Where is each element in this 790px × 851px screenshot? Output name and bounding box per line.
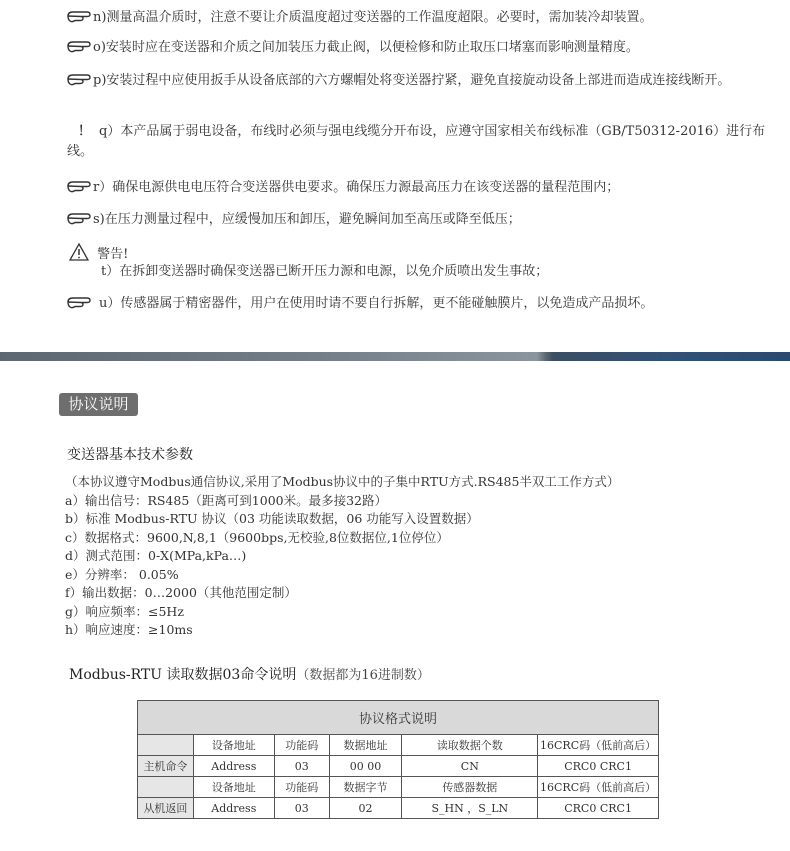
table-cell: 数据字节: [329, 777, 402, 798]
section-badge: 协议说明: [59, 393, 138, 416]
param-line: a）输出信号：RS485（距离可到1000米。最多接32路）: [65, 492, 388, 508]
table-cell: 16CRC码（低前高后）: [538, 735, 659, 756]
note-text: q）本产品属于弱电设备，布线时必须与强电线缆分开布设，应遵守国家相关布线标准（GB/T50312-2016）进行布线。: [67, 124, 766, 159]
note-u: [67, 294, 770, 317]
param-line: b）标准 Modbus-RTU 协议（03 功能读取数据，06 功能写入设置数据）: [65, 511, 479, 526]
table-caption-row: [138, 701, 659, 735]
params-title: 变送器基本技术参数: [67, 447, 193, 463]
section-divider-band: [0, 352, 790, 361]
pointing-hand-icon: [67, 296, 93, 317]
params-list: [65, 473, 619, 640]
note-o: [67, 38, 770, 61]
table-row: [138, 777, 659, 798]
note-text: u）传感器属于精密器件，用户在使用时请不要自行拆解，更不能碰触膜片，以免造成产品损坏。: [99, 296, 654, 311]
table-cell: 02: [329, 798, 402, 819]
table-cell: CRC0 CRC1: [538, 756, 659, 777]
note-s: [67, 210, 770, 233]
table-cell: 读取数据个数: [402, 735, 538, 756]
pointing-hand-icon: [67, 73, 93, 94]
pointing-hand-icon: [67, 180, 93, 201]
param-line: c）数据格式：9600,N,8,1（9600bps,无校验,8位数据位,1位停位）: [65, 529, 449, 545]
command-title-text: Modbus-RTU 读取数据03命令说明: [69, 667, 297, 683]
table-cell: Address: [193, 798, 274, 819]
table-cell: 16CRC码（低前高后）: [538, 777, 659, 798]
table-row: [138, 756, 659, 777]
pointing-hand-icon: [67, 212, 93, 233]
param-line: （本协议遵守Modbus通信协议,采用了Modbus协议中的子集中RTU方式.RS485半双工工作方式）: [65, 474, 620, 489]
exclamation-mark: ！: [78, 124, 92, 139]
note-q: [67, 122, 770, 162]
table-cell: 功能码: [274, 735, 329, 756]
table-cell: CRC0 CRC1: [538, 798, 659, 819]
command-title: [69, 664, 430, 684]
table-row: [138, 735, 659, 756]
table-cell: 03: [274, 756, 329, 777]
row-head: 从机返回: [138, 798, 194, 819]
table-cell: 功能码: [274, 777, 329, 798]
param-line: g）响应频率：≤5Hz: [65, 603, 184, 619]
pointing-hand-icon: [67, 10, 93, 31]
table-cell: 数据地址: [329, 735, 402, 756]
table-row: [138, 798, 659, 819]
table-cell: 03: [274, 798, 329, 819]
note-text: p)安装过程中应使用扳手从设备底部的六方螺帽处将变送器拧紧，避免直接旋动设备上部进而造成连接线断开。: [93, 73, 731, 88]
note-text: o)安装时应在变送器和介质之间加装压力截止阀，以便检修和防止取压口堵塞而影响测量精度。: [93, 40, 639, 55]
note-r: [67, 178, 770, 201]
note-n: [67, 8, 770, 31]
command-note: （数据都为16进制数）: [296, 668, 430, 683]
param-line: h）响应速度：≥10ms: [65, 622, 193, 637]
param-line: d）测式范围：0-X(MPa,kPa…): [65, 548, 247, 563]
table-cell: 设备地址: [193, 735, 274, 756]
table-cell: Address: [193, 756, 274, 777]
table-cell: CN: [402, 756, 538, 777]
note-text: s)在压力测量过程中，应缓慢加压和卸压，避免瞬间加至高压或降至低压；: [93, 212, 521, 227]
table-cell: 传感器数据: [402, 777, 538, 798]
row-head: [138, 735, 194, 756]
param-line: e）分辨率： 0.05%: [65, 566, 179, 582]
table-cell: 设备地址: [193, 777, 274, 798]
pointing-hand-icon: [67, 40, 93, 61]
note-text: r）确保电源供电电压符合变送器供电要求。确保压力源最高压力在该变送器的量程范围内；: [93, 180, 620, 195]
warning-triangle-icon: [69, 243, 89, 265]
warning-title: 警告!: [97, 247, 129, 262]
row-head: 主机命令: [138, 756, 194, 777]
row-head: [138, 777, 194, 798]
warning-text: t）在拆卸变送器时确保变送器已断开压力源和电源，以免介质喷出发生事故；: [101, 264, 549, 279]
table-cell: 00 00: [329, 756, 402, 777]
param-line: f）输出数据：0…2000（其他范围定制）: [65, 585, 297, 600]
table-caption: 协议格式说明: [138, 701, 659, 735]
table-cell: S_HN ，S_LN: [402, 798, 538, 819]
note-text: n)测量高温介质时，注意不要让介质温度超过变送器的工作温度超限。必要时，需加装冷却装置。: [93, 10, 653, 25]
protocol-table: [137, 700, 659, 819]
note-p: [67, 71, 770, 94]
